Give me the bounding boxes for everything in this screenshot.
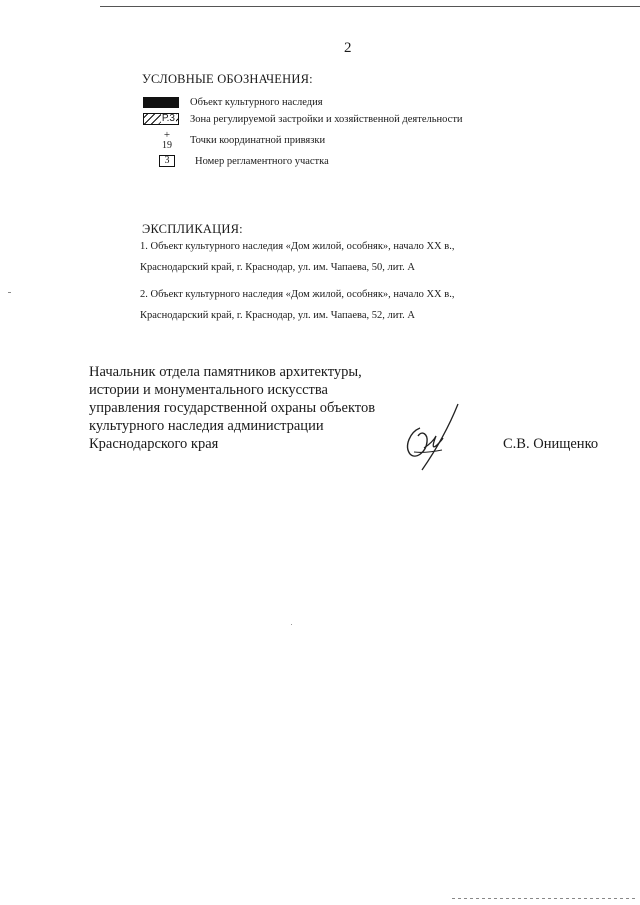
scan-edge-dashes	[452, 898, 637, 899]
explication-heading: ЭКСПЛИКАЦИЯ:	[142, 222, 243, 236]
position-line: Краснодарского края	[89, 436, 219, 452]
zone-code: Р.3	[161, 113, 175, 124]
legend-item-label: Номер регламентного участка	[195, 156, 329, 167]
plot-number-box: 3	[159, 155, 175, 167]
explication-line: 2. Объект культурного наследия «Дом жилой, особняк», начало XX в.,	[140, 289, 455, 300]
explication-line: Краснодарский край, г. Краснодар, ул. им. Чапаева, 50, лит. А	[140, 262, 415, 273]
explication-item	[140, 284, 454, 326]
explication-line: 1. Объект культурного наследия «Дом жилой, особняк», начало XX в.,	[140, 241, 455, 252]
handwritten-signature	[396, 402, 466, 472]
signatory-position	[89, 363, 375, 453]
legend-heading: УСЛОВНЫЕ ОБОЗНАЧЕНИЯ:	[142, 72, 313, 86]
position-line: Начальник отдела памятников архитектуры,	[89, 364, 362, 380]
regulated-zone-swatch	[143, 113, 179, 125]
scan-mark	[8, 292, 11, 293]
position-line: культурного наследия администрации	[89, 418, 324, 434]
cultural-heritage-swatch	[143, 97, 179, 108]
signatory-name: С.В. Онищенко	[503, 436, 599, 452]
coordinate-point-number: 19	[162, 140, 172, 151]
scan-speck	[291, 624, 292, 625]
legend-item-label: Точки координатной привязки	[190, 135, 326, 146]
position-line: истории и монументального искусства	[89, 382, 328, 398]
explication-line: Краснодарский край, г. Краснодар, ул. им. Чапаева, 52, лит. А	[140, 310, 415, 321]
legend-item-label: Объект культурного наследия	[190, 97, 323, 108]
coordinate-point-icon: + 19	[162, 129, 172, 151]
explication-item	[140, 236, 454, 278]
page-number: 2	[344, 40, 352, 56]
position-line: управления государственной охраны объектов	[89, 400, 376, 416]
scan-edge-line	[100, 6, 640, 7]
legend-item-label: Зона регулируемой застройки и хозяйственной деятельности	[190, 114, 463, 125]
